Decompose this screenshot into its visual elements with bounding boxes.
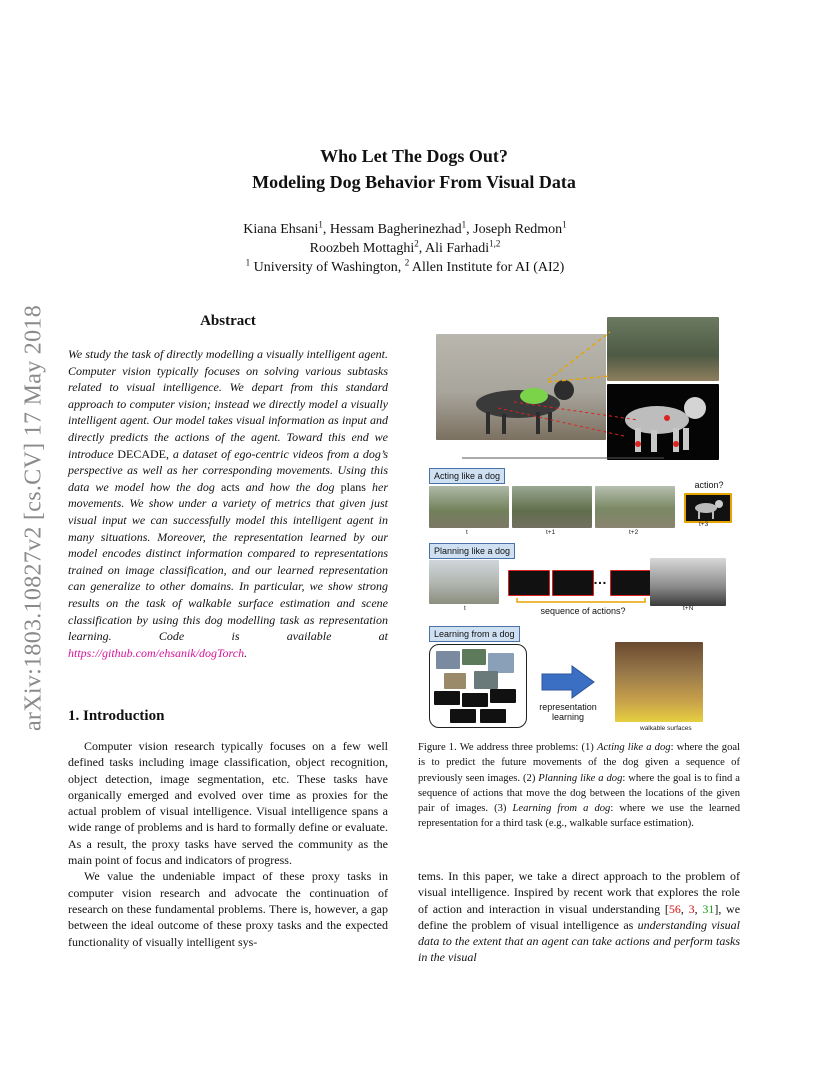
section-heading-introduction: 1. Introduction: [68, 708, 165, 724]
right-arrow-icon: [540, 664, 596, 700]
author-block: [150, 220, 660, 277]
intro-paragraph-2: We value the undeniable impact of these proxy tasks in computer vision research and advocate the continuation of research on these fundamental problems. There is, however, a gap between the ideal outcome of these proxy tasks and the expected functionality of visually intelligent sys-: [68, 869, 388, 949]
author-line-1: Kiana Ehsani$^1$, Hessam Bagherinezhad$^1$, Joseph Redmon$^1$: [243, 219, 567, 237]
dataset-thumbnails: [429, 644, 527, 728]
intro-text: [68, 738, 388, 950]
code-link[interactable]: https://github.com/ehsanik/dogTorch: [68, 645, 245, 660]
dog-model-icon: [686, 495, 730, 521]
author-line-2: Roozbeh Mottaghi$^2$, Ali Farhadi$^{1,2}$: [309, 238, 501, 256]
sequence-of-actions-label: sequence of actions?: [540, 606, 626, 616]
action-step-2: [552, 570, 594, 596]
paper-title: Who Let The Dogs Out? Modeling Dog Behavior From Visual Data: [252, 146, 576, 192]
acting-like-a-dog-label: Acting like a dog: [429, 468, 505, 484]
right-column-text: [418, 868, 740, 966]
citation-link[interactable]: 56: [668, 901, 681, 916]
frame-t1: [512, 486, 592, 528]
action-answer-box: [684, 493, 732, 523]
affiliations: $^1$ University of Washington, $^2$ Allen Institute for AI (AI2): [245, 257, 565, 275]
arxiv-identifier: arXiv:1803.10827v2 [cs.CV] 17 May 2018: [20, 304, 47, 732]
representation-learning-label: representation learning: [539, 702, 597, 722]
figure-1: Acting like a dog action? t t+1 t+2 t+3 Planning like a dog … t sequence of actions? t+N Learning from a dog representation learning walkable surfaces: [418, 312, 742, 734]
citation-link[interactable]: 31: [702, 901, 715, 916]
ellipsis-icon: …: [593, 571, 607, 587]
walkable-surfaces-label: walkable surfaces: [640, 725, 692, 732]
citation-link[interactable]: 3: [688, 901, 695, 916]
abstract-heading: Abstract: [200, 313, 256, 329]
action-question-label: action?: [694, 480, 724, 490]
learning-from-a-dog-label: Learning from a dog: [429, 626, 520, 642]
start-frame: [429, 560, 499, 604]
action-step-n: [610, 570, 652, 596]
intro-paragraph-1: Computer vision research typically focuses on a few well defined tasks including image classification, object recognition, object detection, image segmentation, etc. These tasks have organically emerged and evolved over time as proxies for the actual problem of visual intelligence. Visual intelligence spans a wide range of problems and is hard to formally define or evaluate. As a result, the proxy tasks have served the community as the main point of focus and indicators of progress.: [68, 739, 388, 868]
frame-t: [429, 486, 509, 528]
figure-caption: Figure 1. We address three problems: (1) Acting like a dog: where the goal is to predict the future movements of the dog given a sequence of previously seen images. (2) Planning like a dog: where the goal is to find a sequence of actions that move the dog between the locations of the given pair of images. (3) Learning from a dog: where we use the learned representation for a third task (e.g., walkable surface estimation).: [418, 742, 741, 830]
bracket-icon: [516, 597, 646, 605]
walkable-surface-photo: [615, 642, 703, 722]
planning-like-a-dog-label: Planning like a dog: [429, 543, 515, 559]
frame-t2: [595, 486, 675, 528]
goal-frame: [650, 558, 726, 606]
action-step-1: [508, 570, 550, 596]
connector-lines: [418, 312, 742, 472]
abstract-body: We study the task of directly modelling a visually intelligent agent. Computer vision typically focuses on solving various subtasks related to visual intelligence. We depart from this standard approach to computer vision; instead we directly model a visually intelligent agent. Our model takes visual information as input and directly predicts the actions of the agent. Toward this end we introduce DECADE, a dataset of ego-centric videos from a dog’s perspective as well as her corresponding movements. Using this data we model how the dog acts and how the dog plans her movements. We show under a variety of metrics that given just visual input we can successfully model this intelligent agent in many situations. Moreover, the representation learned by our model encodes distinct information compared to representations trained on image classification, and our learned representation can generalize to other domains. In particular, we show strong results on the task of walkable surface estimation and scene classification by using this dog modelling task as representation learning. Code is available at https://github.com/ehsanik/dogTorch.: [68, 347, 389, 660]
right-paragraph: tems. In this paper, we take a direct approach to the problem of visual intelligence. Inspired by recent work that explores the role of action and interaction in visual understanding [56, 3, 31], we define the problem of visual intelligence as understanding visual data to the extent that an agent can take actions and perform tasks in the visual: [418, 869, 741, 965]
